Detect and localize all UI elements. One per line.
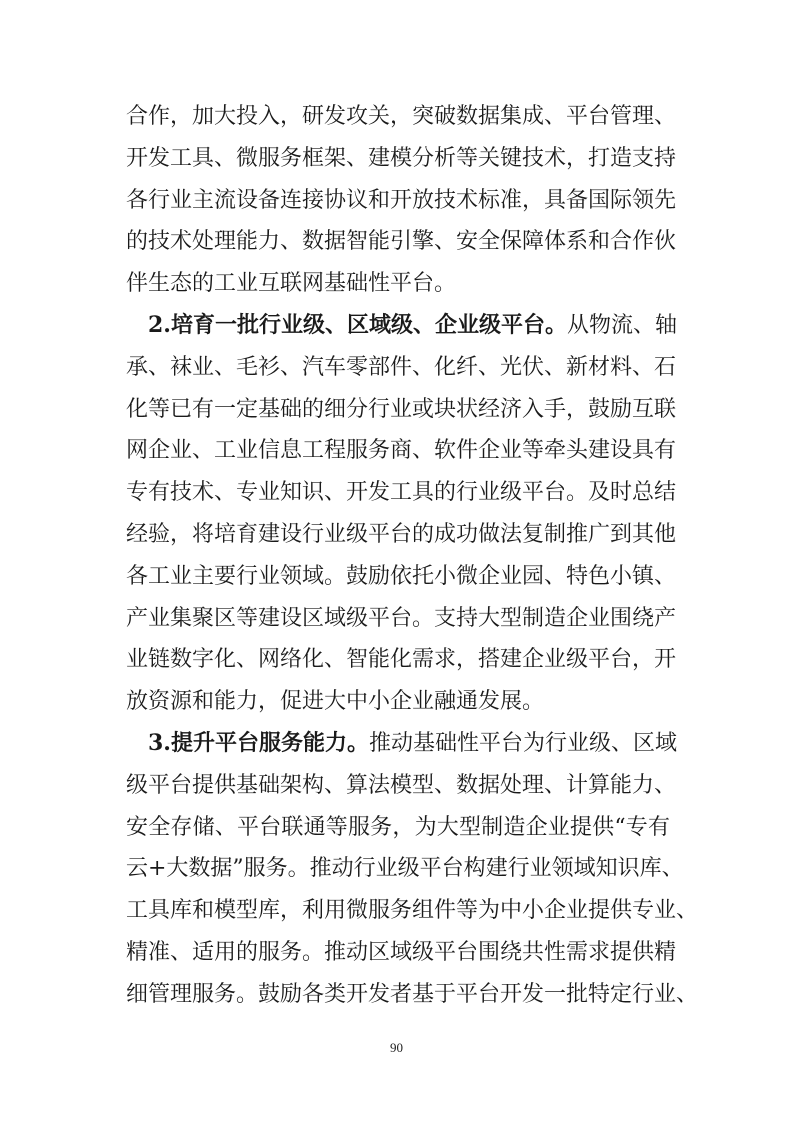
body-line: 网企业、工业信息工程服务商、软件企业等牵头建设具有 — [126, 438, 677, 464]
body-line: 化等已有一定基础的细分行业或块状经济入手，鼓励互联 — [126, 396, 677, 422]
body-line: 专有技术、专业知识、开发工具的行业级平台。及时总结 — [126, 480, 677, 506]
section-2-text: 从物流、轴 — [566, 312, 677, 338]
page-number: 90 — [390, 1040, 403, 1055]
section-2-first-line — [126, 305, 677, 347]
body-line: 安全存储、平台联通等服务，为大型制造企业提供“专有 — [126, 814, 670, 840]
body-line: 承、袜业、毛衫、汽车零部件、化纤、光伏、新材料、石 — [126, 354, 677, 380]
body-line: 各行业主流设备连接协议和开放技术标准，具备国际领先 — [126, 187, 677, 213]
body-line: 云+大数据”服务。推动行业级平台构建行业领域知识库、 — [126, 856, 684, 882]
section-3-text: 推动基础性平台为行业级、区域 — [368, 730, 677, 756]
body-line: 经验，将培育建设行业级平台的成功做法复制推广到其他 — [126, 521, 677, 547]
body-line: 合作，加大投入，研发攻关，突破数据集成、平台管理、 — [126, 104, 677, 129]
body-line: 伴生态的工业互联网基础性平台。 — [126, 271, 457, 297]
body-line: 的技术处理能力、数据智能引擎、安全保障体系和合作伙 — [126, 229, 677, 255]
section-3-heading: 3.提升平台服务能力。 — [148, 729, 369, 756]
section-2-heading: 2.培育一批行业级、区域级、企业级平台。 — [148, 311, 567, 338]
body-line: 精准、适用的服务。推动区域级平台围绕共性需求提供精 — [126, 939, 677, 965]
body-line: 开发工具、微服务框架、建模分析等关键技术，打造支持 — [126, 145, 677, 171]
body-line: 级平台提供基础架构、算法模型、数据处理、计算能力、 — [126, 772, 677, 798]
document-body — [126, 96, 699, 1016]
body-line: 产业集聚区等建设区域级平台。支持大型制造企业围绕产 — [126, 605, 677, 631]
body-line: 细管理服务。鼓励各类开发者基于平台开发一批特定行业、 — [126, 981, 699, 1007]
body-line: 工具库和模型库，利用微服务组件等为中小企业提供专业、 — [126, 898, 699, 924]
section-3-first-line — [126, 723, 677, 765]
body-line: 放资源和能力，促进大中小企业融通发展。 — [126, 689, 545, 715]
body-line: 各工业主要行业领域。鼓励依托小微企业园、特色小镇、 — [126, 563, 677, 589]
body-line: 业链数字化、网络化、智能化需求，搭建企业级平台，开 — [126, 647, 677, 673]
